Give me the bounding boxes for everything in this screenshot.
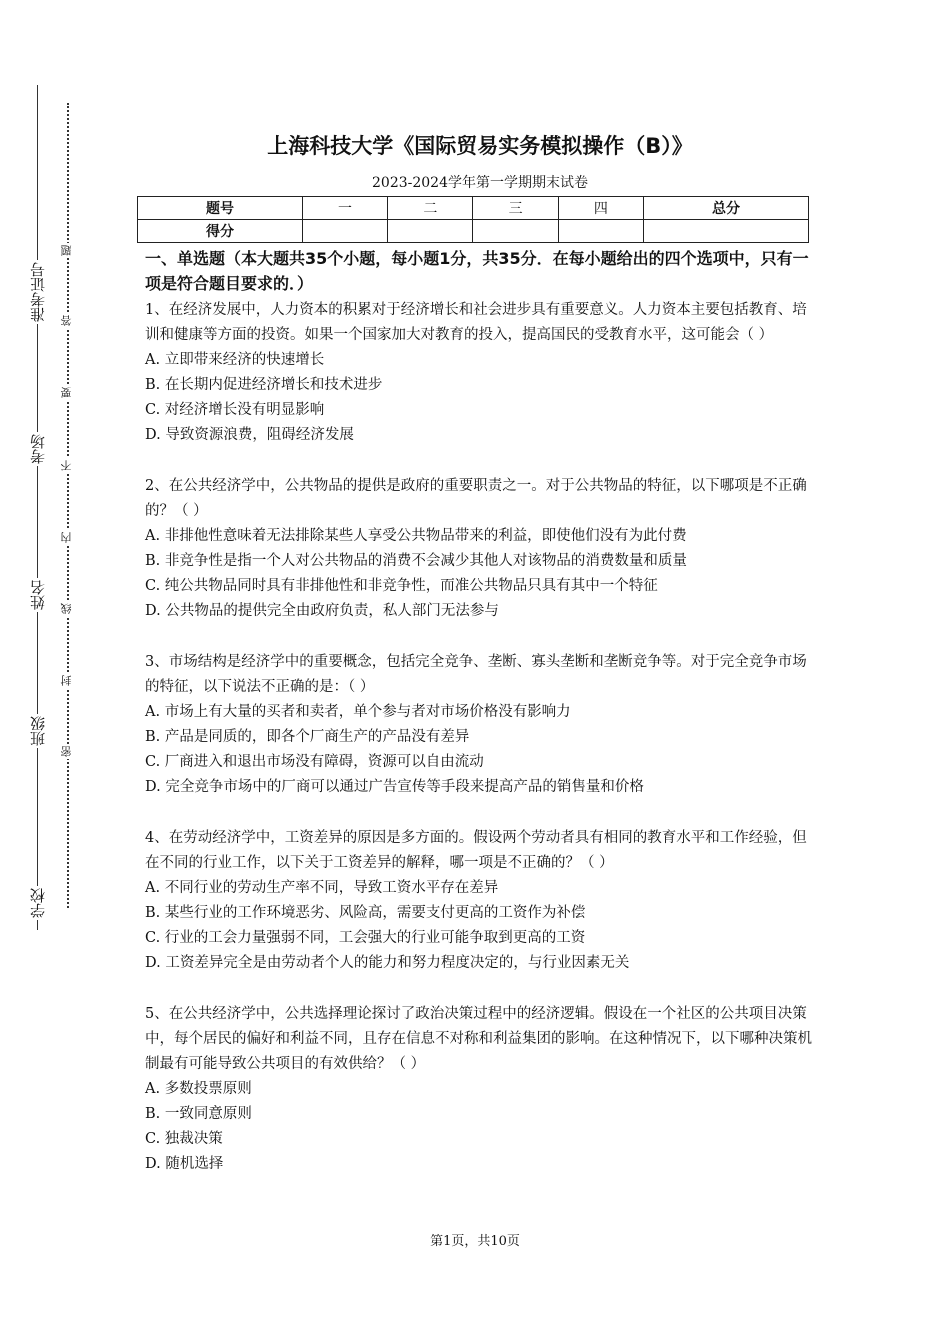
score-input-cell[interactable] — [302, 220, 387, 243]
option-d: D. 公共物品的提供完全由政府负责，私人部门无法参与 — [145, 603, 499, 619]
option-a: A. 市场上有大量的买者和卖者，单个参与者对市场价格没有影响力 — [145, 704, 571, 720]
score-table-header-row — [138, 197, 809, 220]
score-header-cell: 四 — [558, 197, 643, 220]
score-header-cell: 二 — [388, 197, 473, 220]
score-input-cell[interactable] — [558, 220, 643, 243]
score-input-cell[interactable] — [388, 220, 473, 243]
school-label: 学校 — [29, 888, 47, 918]
question-4 — [145, 826, 815, 976]
option-a: A. 多数投票原则 — [145, 1081, 252, 1097]
admission-number-label: 准考证号 — [29, 262, 47, 322]
option-c: C. 厂商进入和退出市场没有障碍，资源可以自由流动 — [145, 754, 484, 770]
option-d: D. 完全竞争市场中的厂商可以通过广告宣传等手段来提高产品的销售量和价格 — [145, 779, 644, 795]
class-label: 班级 — [29, 716, 47, 746]
score-input-cell[interactable] — [473, 220, 558, 243]
option-b: B. 某些行业的工作环境恶劣、风险高，需要支付更高的工资作为补偿 — [145, 905, 586, 921]
exam-title: 上海科技大学《国际贸易实务模拟操作（B）》 — [267, 134, 693, 158]
binding-dotted-line — [67, 103, 69, 908]
seal-note-char: 要 — [60, 387, 73, 398]
question-1 — [145, 298, 815, 448]
question-3 — [145, 650, 815, 800]
option-c: C. 独裁决策 — [145, 1131, 223, 1147]
question-stem: 3、市场结构是经济学中的重要概念，包括完全竞争、垄断、寡头垄断和垄断竞争等。对于完全竞争市场的特征，以下说法不正确的是：（ ） — [145, 654, 807, 695]
option-b: B. 一致同意原则 — [145, 1106, 252, 1122]
question-stem: 4、在劳动经济学中，工资差异的原因是多方面的。假设两个劳动者具有相同的教育水平和工作经验，但在不同的行业工作，以下关于工资差异的解释，哪一项是不正确的？（ ） — [145, 830, 807, 871]
option-d: D. 导致资源浪费，阻碍经济发展 — [145, 427, 354, 443]
option-a: A. 非排他性意味着无法排除某些人享受公共物品带来的利益，即使他们没有为此付费 — [145, 528, 687, 544]
option-c: C. 行业的工会力量强弱不同，工会强大的行业可能争取到更高的工资 — [145, 930, 586, 946]
option-b: B. 非竞争性是指一个人对公共物品的消费不会减少其他人对该物品的消费数量和质量 — [145, 553, 687, 569]
section-heading: 一、单选题（本大题共35个小题，每小题1分，共35分．在每小题给出的四个选项中，只有一项是符合题目要求的．） — [145, 249, 809, 293]
question-5 — [145, 1002, 815, 1177]
option-b: B. 在长期内促进经济增长和技术进步 — [145, 377, 383, 393]
option-a: A. 立即带来经济的快速增长 — [145, 352, 325, 368]
seal-note-char: 内 — [60, 532, 73, 543]
score-header-cell: 三 — [473, 197, 558, 220]
score-table-score-row — [138, 220, 809, 243]
question-stem: 2、在公共经济学中，公共物品的提供是政府的重要职责之一。对于公共物品的特征，以下哪项是不正确的？（ ） — [145, 478, 807, 519]
score-header-cell: 总分 — [644, 197, 809, 220]
question-stem: 1、在经济发展中，人力资本的积累对于经济增长和社会进步具有重要意义。人力资本主要包括教育、培训和健康等方面的投资。如果一个国家加大对教育的投入，提高国民的受教育水平，这可能会（ ） — [145, 302, 807, 343]
page-number: 第1页，共10页 — [430, 1234, 520, 1249]
score-table — [137, 196, 809, 243]
score-input-cell[interactable] — [644, 220, 809, 243]
question-2 — [145, 474, 815, 624]
seal-note-char: 封 — [60, 675, 73, 686]
name-label: 姓名 — [29, 580, 47, 610]
question-stem: 5、在公共经济学中，公共选择理论探讨了政治决策过程中的经济逻辑。假设在一个社区的公共项目决策中，每个居民的偏好和利益不同，且存在信息不对称和利益集团的影响。在这种情况下，以下哪种决策机制最有可能导致公共项目的有效供给？（ ） — [145, 1006, 812, 1072]
score-header-cell: 题号 — [138, 197, 303, 220]
seal-note-char: 不 — [60, 460, 73, 471]
binding-margin — [0, 0, 120, 1344]
binding-solid-line — [37, 85, 38, 930]
seal-note-char: 答 — [60, 315, 73, 326]
option-c: C. 对经济增长没有明显影响 — [145, 402, 325, 418]
option-d: D. 工资差异完全是由劳动者个人的能力和努力程度决定的，与行业因素无关 — [145, 955, 630, 971]
exam-room-label: 考场 — [29, 434, 47, 464]
option-d: D. 随机选择 — [145, 1156, 224, 1172]
option-c: C. 纯公共物品同时具有非排他性和非竞争性，而准公共物品只具有其中一个特征 — [145, 578, 658, 594]
option-a: A. 不同行业的劳动生产率不同，导致工资水平存在差异 — [145, 880, 499, 896]
option-b: B. 产品是同质的，即各个厂商生产的产品没有差异 — [145, 729, 470, 745]
exam-content — [145, 128, 815, 1177]
score-row-label: 得分 — [138, 220, 303, 243]
seal-note-char: 密 — [60, 746, 73, 757]
seal-note-char: 题 — [60, 245, 73, 256]
score-header-cell: 一 — [302, 197, 387, 220]
seal-note-char: 线 — [60, 603, 73, 614]
exam-subtitle: 2023-2024学年第一学期期末试卷 — [372, 175, 588, 191]
